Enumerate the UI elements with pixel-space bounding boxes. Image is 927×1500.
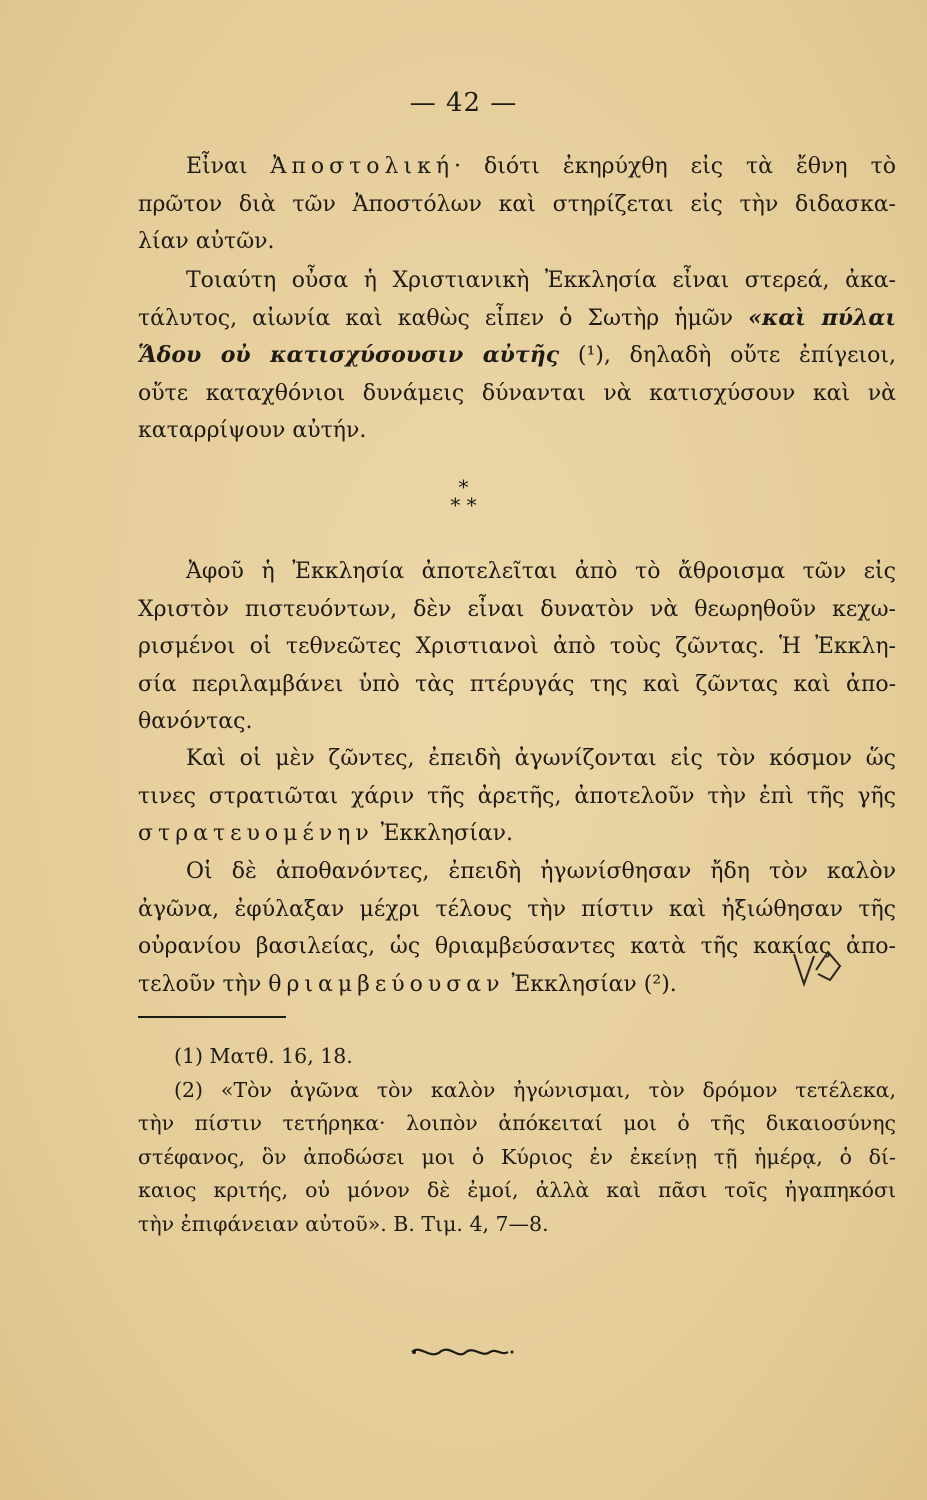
text-line: θανόντας. — [138, 709, 253, 734]
asterism-bottom: * * — [450, 493, 477, 517]
text-line: οὔτε καταχθόνιοι δυνάμεις δύνανται νὰ κατισχύσουν καὶ νὰ — [138, 380, 896, 406]
text-line: τινες στρατιῶται χάριν τῆς ἀρετῆς, ἀποτελοῦν τὴν ἐπὶ τῆς γῆς — [138, 783, 896, 809]
asterism-divider — [0, 475, 927, 517]
text-line: Ἅδου οὐ κατισχύσουσιν αὐτῆς (¹), δηλαδὴ οὔτε ἐπίγειοι, — [138, 342, 896, 368]
footnote-line: (1) Ματθ. 16, 18. — [174, 1044, 353, 1068]
text-line: τάλυτος, αἰωνία καὶ καθὼς εἶπεν ὁ Σωτὴρ ἡμῶν «καὶ πύλαι — [138, 304, 896, 331]
footnotes — [138, 1040, 896, 1241]
text-line: ἀγῶνα, ἐφύλαξαν μέχρι τέλους τὴν πίστιν καὶ ἠξιώθησαν τῆς — [138, 896, 896, 922]
paragraph-5 — [138, 853, 896, 1003]
footnote-line: τὴν ἐπιφάνειαν αὐτοῦ». Β. Τιμ. 4, 7—8. — [138, 1211, 549, 1236]
page-number: — 42 — — [409, 88, 518, 118]
text-line: στρατευομένην Ἐκκλησίαν. — [138, 821, 514, 846]
text-line: λίαν αὐτῶν. — [138, 229, 275, 254]
text-line: καταρρίψουν αὐτήν. — [138, 418, 367, 443]
text-line: σία περιλαμβάνει ὑπὸ τὰς πτέρυγάς της καὶ ζῶντας καὶ ἀπο- — [138, 671, 896, 697]
footnote-line: τὴν πίστιν τετήρηκα· λοιπὸν ἀπόκειταί μοι ὁ τῆς δικαιοσύνης — [138, 1111, 896, 1135]
text-line: Τοιαύτη οὖσα ἡ Χριστιανικὴ Ἐκκλησία εἶναι στερεά, ἀκα- — [186, 268, 896, 293]
paragraph-2 — [138, 262, 896, 450]
ornament-flourish-icon — [0, 1340, 927, 1364]
footnote-separator — [138, 1016, 286, 1018]
text-line: Εἶναι Ἀποστολική· διότι ἐκηρύχθη εἰς τὰ ἔθνη τὸ — [186, 154, 896, 179]
text-line: Ἀφοῦ ἡ Ἐκκλησία ἀποτελεῖται ἀπὸ τὸ ἄθροισμα τῶν εἰς — [186, 559, 896, 584]
paragraph-3 — [138, 553, 896, 741]
handwritten-mark-icon — [790, 944, 844, 988]
text-line: τελοῦν τὴν θριαμβεύουσαν Ἐκκλησίαν (²). — [138, 971, 677, 997]
footnote-line: (2) «Τὸν ἀγῶνα τὸν καλὸν ἠγώνισμαι, τὸν δρόμον τετέλεκα, — [174, 1077, 896, 1102]
text-line: Χριστὸν πιστευόντων, δὲν εἶναι δυνατὸν νὰ θεωρηθοῦν κεχω- — [138, 596, 896, 622]
text-line: πρῶτον διὰ τῶν Ἀποστόλων καὶ στηρίζεται εἰς τὴν διδασκα- — [138, 191, 896, 217]
footnote-line: στέφανος, ὃν ἀποδώσει μοι ὁ Κύριος ἐν ἐκείνῃ τῇ ἡμέρᾳ, ὁ δί- — [138, 1144, 896, 1169]
text-line: οὐρανίου βασιλείας, ὡς θριαμβεύσαντες κατὰ τῆς κακίας ἀπο- — [138, 934, 896, 959]
text-line: Καὶ οἱ μὲν ζῶντες, ἐπειδὴ ἀγωνίζονται εἰς τὸν κόσμον ὥς — [186, 746, 896, 771]
asterism-top: * — [458, 475, 469, 499]
text-line: Οἱ δὲ ἀποθανόντες, ἐπειδὴ ἠγωνίσθησαν ἤδη τὸν καλὸν — [186, 859, 896, 884]
footnote-line: καιος κριτής, οὐ μόνον δὲ ἐμοί, ἀλλὰ καὶ πᾶσι τοῖς ἠγαπηκόσι — [138, 1178, 896, 1202]
paragraph-1 — [138, 148, 896, 261]
text-line: ρισμένοι οἱ τεθνεῶτες Χριστιανοὶ ἀπὸ τοὺς ζῶντας. Ἡ Ἐκκλη- — [138, 634, 896, 659]
paragraph-4 — [138, 740, 896, 853]
